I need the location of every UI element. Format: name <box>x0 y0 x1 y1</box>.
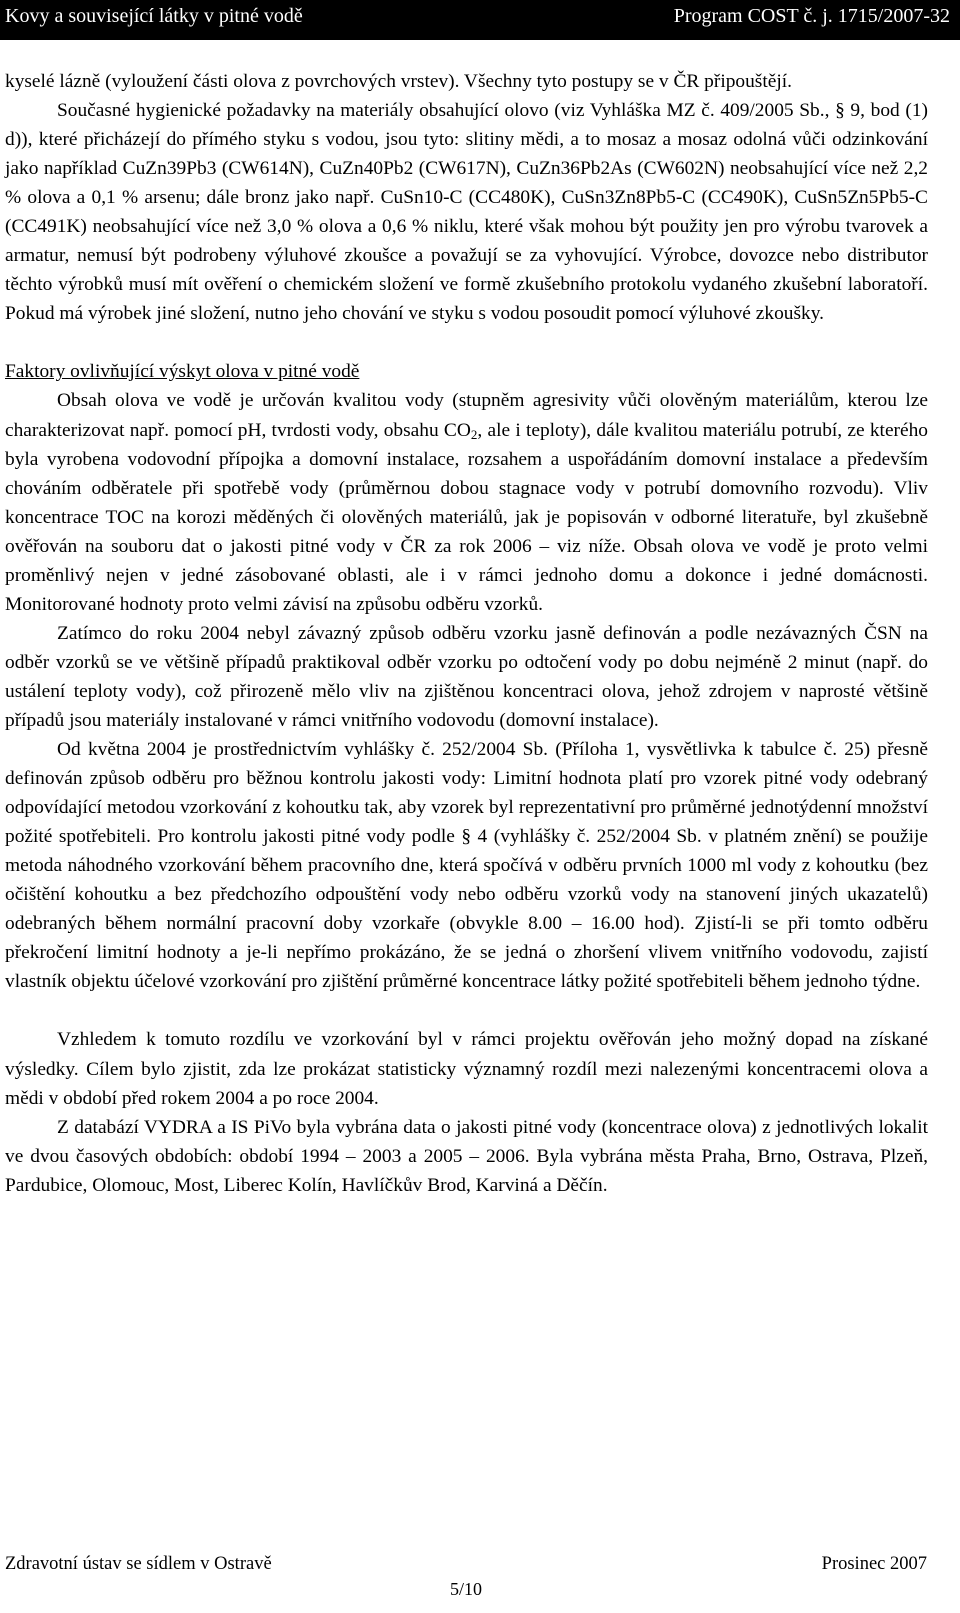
spacer <box>5 328 928 357</box>
spacer <box>5 996 928 1025</box>
paragraph-sampling-before-2004: Zatímco do roku 2004 nebyl závazný způsob odběru vzorku jasně definován a podle nezávazných ČSN na odběr vzorků se ve většině případů praktikoval odběr vzorku po odtočení vody po dobu nejméně 2 minut (např. do ustálení teploty vody), což přirozeně mělo vliv na zjištěnou koncentraci olova, jehož zdrojem v naprosté většině případů jsou materiály instalované v rámci vnitřního vodovodu (domovní instalace). <box>5 622 928 731</box>
paragraph-hygiene-requirements: Současné hygienické požadavky na materiály obsahující olovo (viz Vyhláška MZ č. 409/2005 Sb., § 9, bod (1) d)), které přicházejí do přímého styku s vodou, jsou tyto: slitiny mědi, a to mosaz a mosaz odolná vůči odzinkování jako například CuZn39Pb3 (CW614N), CuZn40Pb2 (CW617N), CuZn36Pb2As (CW602N) neobsahující více než 2,2 % olova a 0,1 % arsenu; dále bronz jako např. CuSn10-C (CC480K), CuSn3Zn8Pb5-C (CC490K), CuSn5Zn5Pb5-C (CC491K) neobsahující více než 3,0 % olova a 0,6 % niklu, které však mohou být použity jen pro výrobu tvarovek a armatur, nemusí být podrobeny výluhové zkoušce a považují se za vyhovující. Výrobce, dovozce nebo distributor těchto výrobků musí mít ověření o chemickém složení ve formě zkušebního protokolu vydaného zkušební laboratoří. Pokud má výrobek jiné složení, nutno jeho chování ve styku s vodou posoudit pomocí výluhové zkoušky. <box>5 100 928 325</box>
paragraph-lead-factors <box>5 386 928 618</box>
paragraph-lead-factors-text: Obsah olova ve vodě je určován kvalitou vody (stupněm agresivity vůči olověným materiálům, kterou lze charakterizovat např. pomocí pH, tvrdosti vody, obsahu CO <box>5 390 928 441</box>
co2-subscript: 2 <box>470 426 478 442</box>
header-document-title: Kovy a související látky v pitné vodě <box>5 5 303 27</box>
footer-institution: Zdravotní ústav se sídlem v Ostravě <box>5 1554 272 1574</box>
header-program-id: Program COST č. j. 1715/2007-32 <box>673 5 950 27</box>
paragraph-sampling-since-2004: Od května 2004 je prostřednictvím vyhlášky č. 252/2004 Sb. (Příloha 1, vysvětlivka k tabulce č. 25) přesně definován způsob odběru pro běžnou kontrolu jakosti vody: Limitní hodnota platí pro vzorek pitné vody odebraný odpovídající metodou vzorkování z kohoutku tak, aby vzorek byl reprezentativní pro průměrné jednotýdenní množství požité spotřebiteli. Pro kontrolu jakosti pitné vody podle § 4 (vyhlášky č. 252/2004 Sb. v platném znění) se použije metoda náhodného vzorkování během pracovního dne, která spočívá v odběru prvních 1000 ml vody z kohoutku (bez očištění kohoutku a bez předchozího odpouštění vody nebo odběru vzorků vody na stanovení jiných ukazatelů) odebraných během normální pracovní doby vzorkaře (obvykle 8.00 – 16.00 hod). Zjistí-li se při tomto odběru překročení limitní hodnoty a je-li nepřímo prokázáno, že se jedná o zhoršení vlivem vnitřního vodovodu, zajistí vlastník objektu účelové vzorkování pro zjištění průměrné koncentrace látky požité spotřebiteli během jednoho týdne. <box>5 739 928 993</box>
page-number: 5/10 <box>449 1579 482 1599</box>
document-body <box>5 67 928 1200</box>
paragraph-project-aim: Vzhledem k tomuto rozdílu ve vzorkování byl v rámci projektu ověřován jeho možný dopad na získané výsledky. Cílem bylo zjistit, zda lze prokázat statisticky významný rozdíl mezi nalezenými koncentracemi olova a mědi v období před rokem 2004 a po roce 2004. <box>5 1029 928 1109</box>
paragraph-intro: kyselé lázně (vyloužení části olova z povrchových vrstev). Všechny tyto postupy se v ČR připouštějí. <box>5 71 792 92</box>
section-heading: Faktory ovlivňující výskyt olova v pitné vodě <box>5 361 360 383</box>
page-header <box>0 0 960 40</box>
paragraph-lead-factors-text-cont: , ale i teploty), dále kvalitou materiálu potrubí, ze kterého byla vyrobena vodovodní přípojka a domovní instalace, rozsahem a uspořádáním domovní instalace a především chováním odběratele při spotřebě vody (průměrnou dobou stagnace vody v potrubí domovního rozvodu). Vliv koncentrace TOC na korozi měděných či olověných materiálů, jak je popisován v odborné literatuře, byl zkušebně ověřován na souboru dat o jakosti pitné vody v ČR za rok 2006 – viz níže. Obsah olova ve vodě je proto velmi proměnlivý nejen v jedné zásobované oblasti, ale i v rámci jednoho domu a dokonce i jedné domácnosti. Monitorované hodnoty proto velmi závisí na způsobu odběru vzorků. <box>5 419 929 615</box>
paragraph-data-selection: Z databází VYDRA a IS PiVo byla vybrána data o jakosti pitné vody (koncentrace olova) z jednotlivých lokalit ve dvou časových obdobích: období 1994 – 2003 a 2005 – 2006. Byla vybrána města Praha, Brno, Ostrava, Plzeň, Pardubice, Olomouc, Most, Liberec Kolín, Havlíčkův Brod, Karviná a Děčín. <box>5 1116 928 1196</box>
footer-date: Prosinec 2007 <box>821 1554 927 1574</box>
